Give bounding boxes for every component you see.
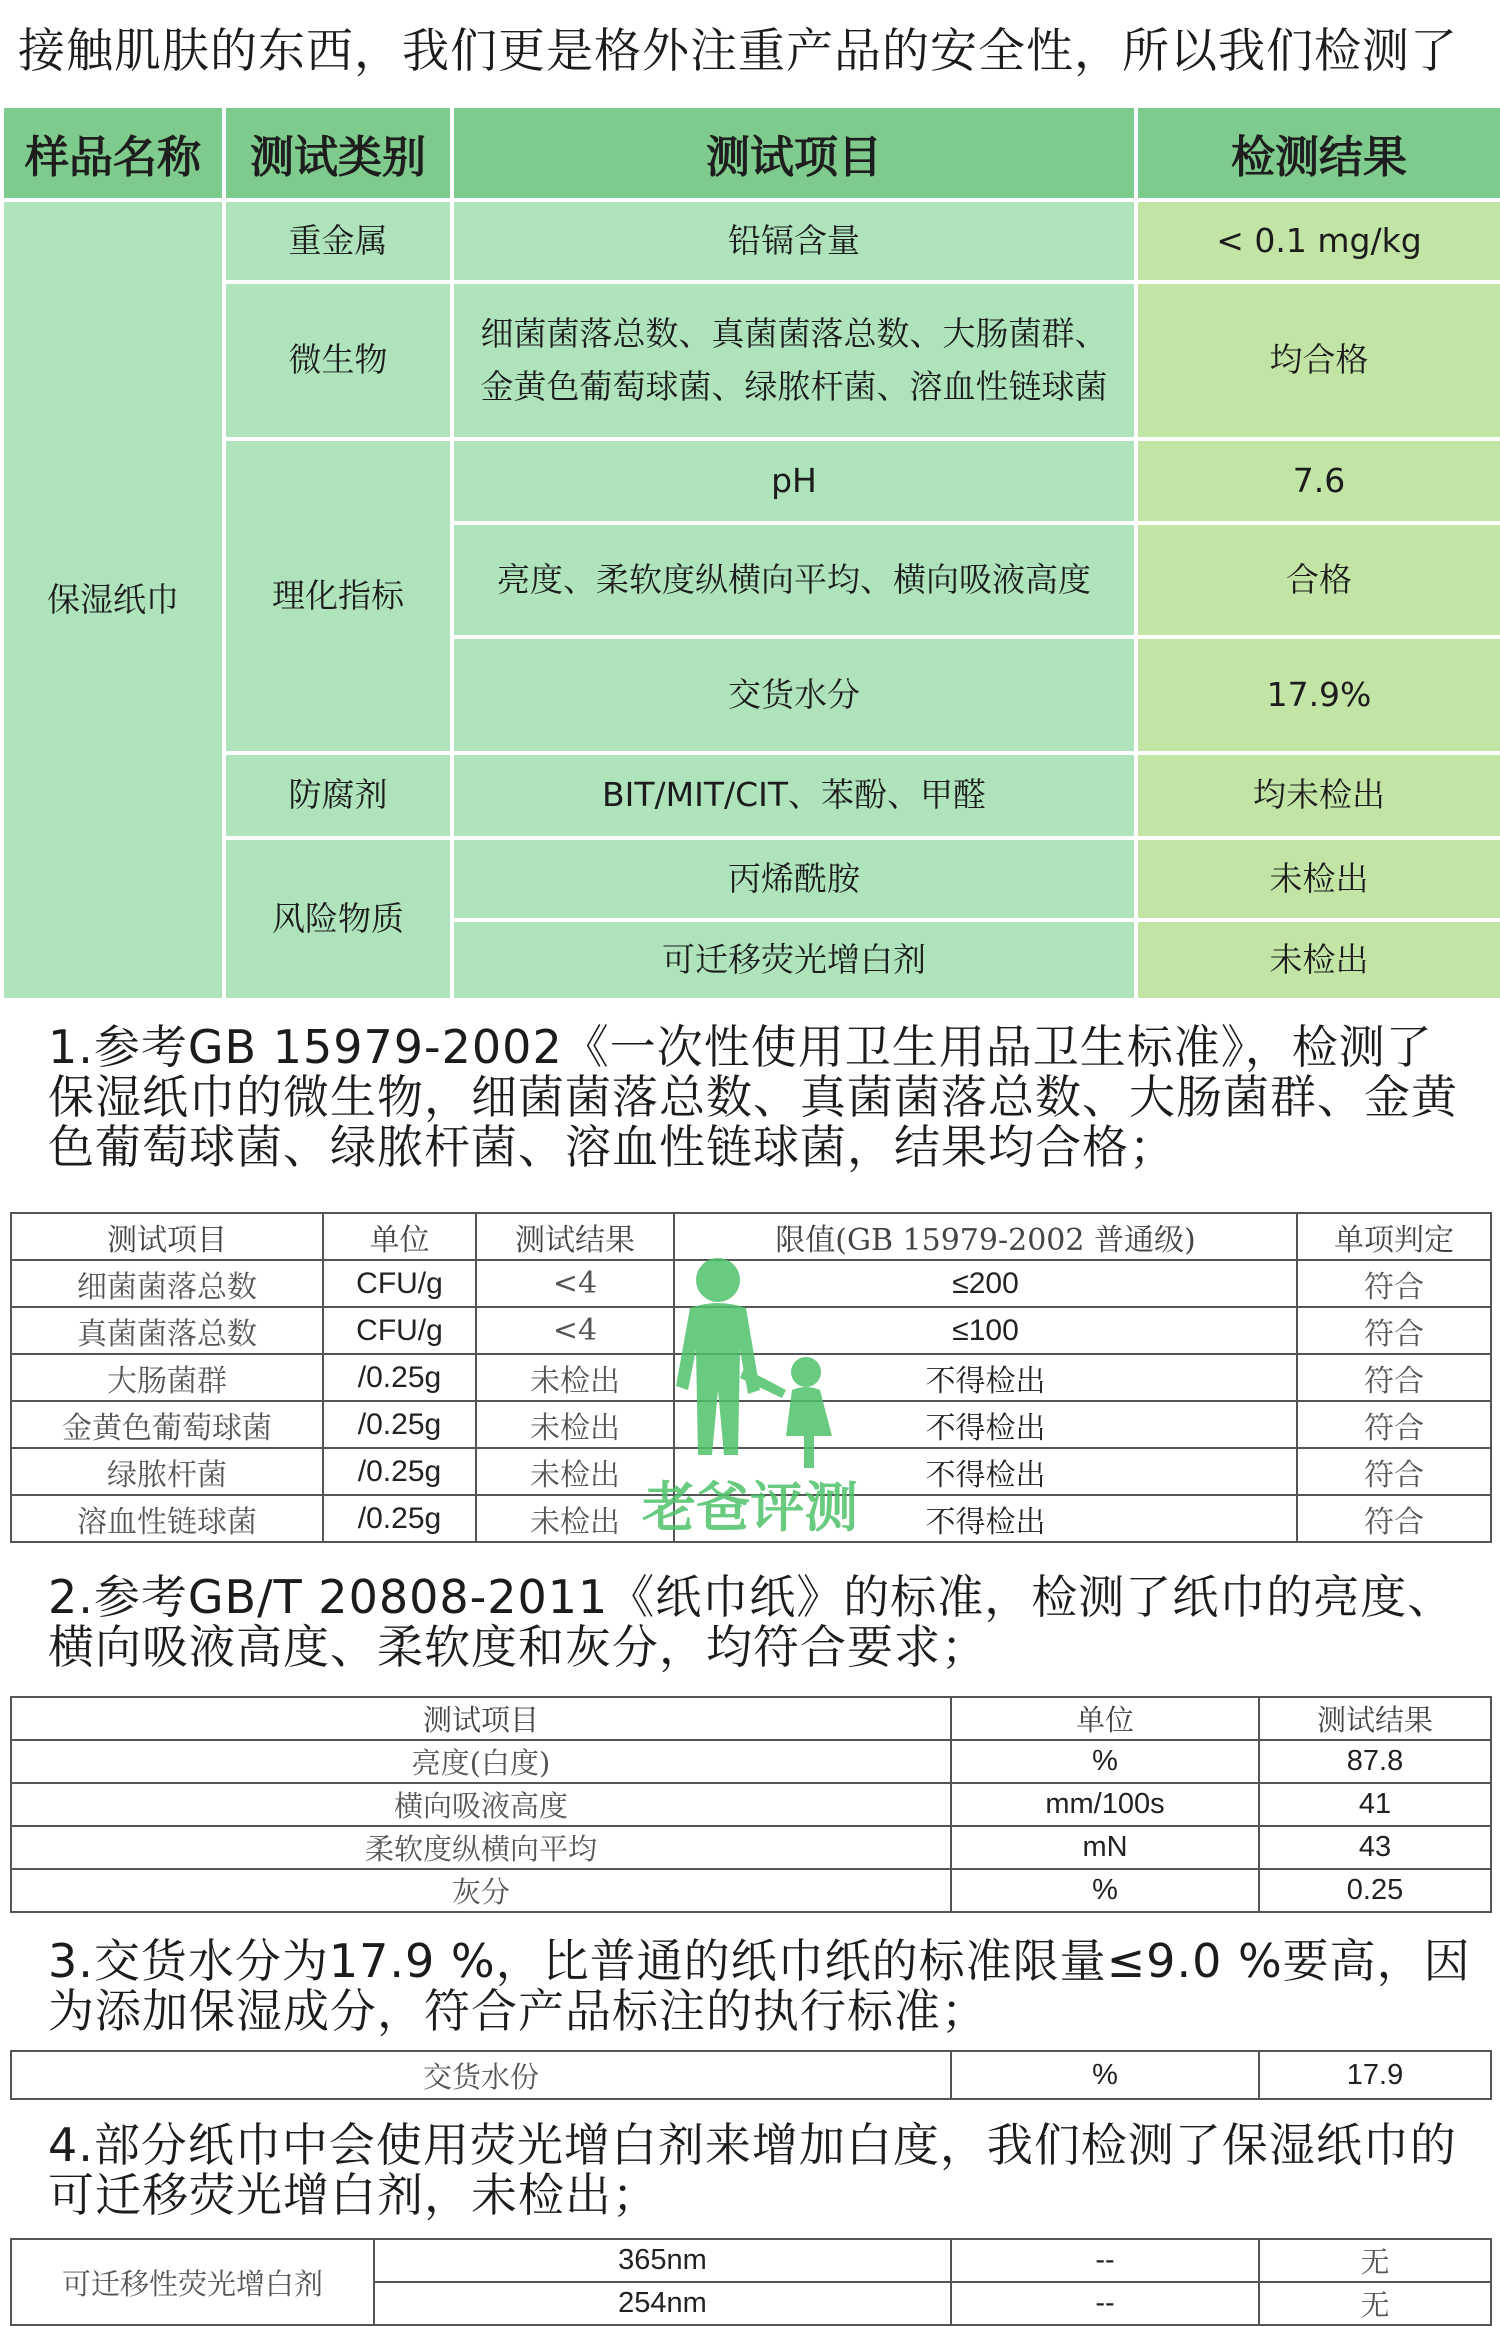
header-limit: 限值(GB 15979-2002 普通级) [674,1213,1297,1260]
microbe-header-row [11,1213,1491,1260]
moisture-item-cell: 交货水份 [11,2051,951,2099]
limit-cell: 不得检出 [674,1354,1297,1401]
sample-name-cell: 保湿纸巾 [2,200,224,1000]
table-row [11,1869,1491,1912]
category-cell: 重金属 [224,200,452,282]
item-cell: 铅镉含量 [452,200,1136,282]
test-item-cell: 真菌菌落总数 [11,1307,323,1354]
header-test-result: 测试结果 [476,1213,674,1260]
test-result-cell: 43 [1259,1826,1491,1869]
paragraph-microbe: 1.参考GB 15979-2002《一次性使用卫生用品卫生标准》，检测了保湿纸巾的微生物，细菌菌落总数、真菌菌落总数、大肠菌群、金黄色葡萄球菌、绿脓杆菌、溶血性链球菌，结果均合格； [48,1020,1458,1174]
result-cell: 7.6 [1136,439,1500,523]
item-cell: 亮度、柔软度纵横向平均、横向吸液高度 [452,523,1136,637]
unit-cell: mN [951,1826,1259,1869]
judgement-cell: 符合 [1297,1354,1491,1401]
test-result-cell: 未检出 [476,1448,674,1495]
test-item-cell: 金黄色葡萄球菌 [11,1401,323,1448]
wavelength-cell: 365nm [374,2239,951,2282]
item-cell: BIT/MIT/CIT、苯酚、甲醛 [452,753,1136,838]
result-cell: < 0.1 mg/kg [1136,200,1500,282]
test-result-cell: 未检出 [476,1401,674,1448]
unit-cell: % [951,1869,1259,1912]
unit-cell: -- [951,2282,1259,2325]
table-row [11,1495,1491,1542]
item-cell: 丙烯酰胺 [452,838,1136,920]
limit-cell: 不得检出 [674,1448,1297,1495]
table-row [11,1260,1491,1307]
summary-header-row [2,106,1500,200]
test-result-cell: 87.8 [1259,1740,1491,1783]
header-test-result: 测试结果 [1259,1697,1491,1740]
paragraph-paper: 2.参考GB/T 20808-2011《纸巾纸》的标准，检测了纸巾的亮度、横向吸液高度、柔软度和灰分，均符合要求； [48,1570,1455,1674]
unit-cell: /0.25g [323,1401,476,1448]
result-cell: 未检出 [1136,920,1500,1000]
test-result-cell: 0.25 [1259,1869,1491,1912]
limit-cell: 不得检出 [674,1495,1297,1542]
test-item-cell: 溶血性链球菌 [11,1495,323,1542]
unit-cell: CFU/g [323,1260,476,1307]
test-result-cell: <4 [476,1260,674,1307]
limit-cell: ≤100 [674,1307,1297,1354]
intro-text: 接触肌肤的东西，我们更是格外注重产品的安全性，所以我们检测了 [18,24,1458,79]
item-cell: 交货水分 [452,637,1136,753]
test-result-cell: 未检出 [476,1495,674,1542]
item-cell: pH [452,439,1136,523]
judgement-cell: 符合 [1297,1307,1491,1354]
header-sample-name: 样品名称 [2,106,224,200]
table-row [2,200,1500,282]
summary-table [0,104,1500,1002]
unit-cell: /0.25g [323,1495,476,1542]
unit-cell: % [951,1740,1259,1783]
table-row [11,2239,1491,2282]
test-item-cell: 细菌菌落总数 [11,1260,323,1307]
category-cell: 微生物 [224,282,452,439]
result-cell: 合格 [1136,523,1500,637]
item-cell: 细菌菌落总数、真菌菌落总数、大肠菌群、金黄色葡萄球菌、绿脓杆菌、溶血性链球菌 [452,282,1136,439]
unit-cell: CFU/g [323,1307,476,1354]
header-test-item: 测试项目 [11,1213,323,1260]
test-item-cell: 灰分 [11,1869,951,1912]
header-judgement: 单项判定 [1297,1213,1491,1260]
table-row [11,1307,1491,1354]
header-test-category: 测试类别 [224,106,452,200]
result-cell: 均未检出 [1136,753,1500,838]
paper-header-row [11,1697,1491,1740]
table-row [11,1448,1491,1495]
judgement-cell: 符合 [1297,1401,1491,1448]
paragraph-moisture: 3.交货水分为17.9 %，比普通的纸巾纸的标准限量≤9.0 %要高，因为添加保湿成分，符合产品标注的执行标准； [48,1934,1471,2038]
test-item-cell: 大肠菌群 [11,1354,323,1401]
unit-cell: /0.25g [323,1354,476,1401]
table-row [11,1354,1491,1401]
result-cell: 未检出 [1136,838,1500,920]
header-unit: 单位 [951,1697,1259,1740]
result-cell: 均合格 [1136,282,1500,439]
header-test-result: 检测结果 [1136,106,1500,200]
unit-cell: /0.25g [323,1448,476,1495]
header-test-item: 测试项目 [452,106,1136,200]
moisture-result-cell: 17.9 [1259,2051,1491,2099]
result-cell: 17.9% [1136,637,1500,753]
wavelength-cell: 254nm [374,2282,951,2325]
test-item-cell: 亮度(白度) [11,1740,951,1783]
table-row [2,282,1500,439]
moisture-unit-cell: % [951,2051,1259,2099]
judgement-cell: 符合 [1297,1260,1491,1307]
table-row [2,439,1500,523]
category-cell: 理化指标 [224,439,452,753]
paper-table [10,1696,1492,1913]
moisture-table [10,2050,1492,2100]
table-row [11,1826,1491,1869]
unit-cell: mm/100s [951,1783,1259,1826]
fluorescent-item-cell: 可迁移性荧光增白剂 [11,2239,374,2325]
test-item-cell: 横向吸液高度 [11,1783,951,1826]
microbe-table [10,1212,1492,1543]
fluorescent-table [10,2238,1492,2326]
table-row [11,1740,1491,1783]
test-item-cell: 绿脓杆菌 [11,1448,323,1495]
test-result-cell: <4 [476,1307,674,1354]
item-cell: 可迁移荧光增白剂 [452,920,1136,1000]
category-cell: 防腐剂 [224,753,452,838]
watermark-text: 老爸评测 [642,1476,858,1539]
header-unit: 单位 [323,1213,476,1260]
header-test-item: 测试项目 [11,1697,951,1740]
unit-cell: -- [951,2239,1259,2282]
judgement-cell: 符合 [1297,1495,1491,1542]
limit-cell: ≤200 [674,1260,1297,1307]
limit-cell: 不得检出 [674,1401,1297,1448]
test-item-cell: 柔软度纵横向平均 [11,1826,951,1869]
test-result-cell: 41 [1259,1783,1491,1826]
table-row [11,2051,1491,2099]
table-row [11,1401,1491,1448]
result-cell: 无 [1259,2239,1491,2282]
judgement-cell: 符合 [1297,1448,1491,1495]
table-row [11,1783,1491,1826]
category-cell: 风险物质 [224,838,452,1000]
test-result-cell: 未检出 [476,1354,674,1401]
paragraph-fluorescent: 4.部分纸巾中会使用荧光增白剂来增加白度，我们检测了保湿纸巾的可迁移荧光增白剂，未检出； [48,2118,1457,2222]
result-cell: 无 [1259,2282,1491,2325]
table-row [2,753,1500,838]
table-row [2,838,1500,920]
